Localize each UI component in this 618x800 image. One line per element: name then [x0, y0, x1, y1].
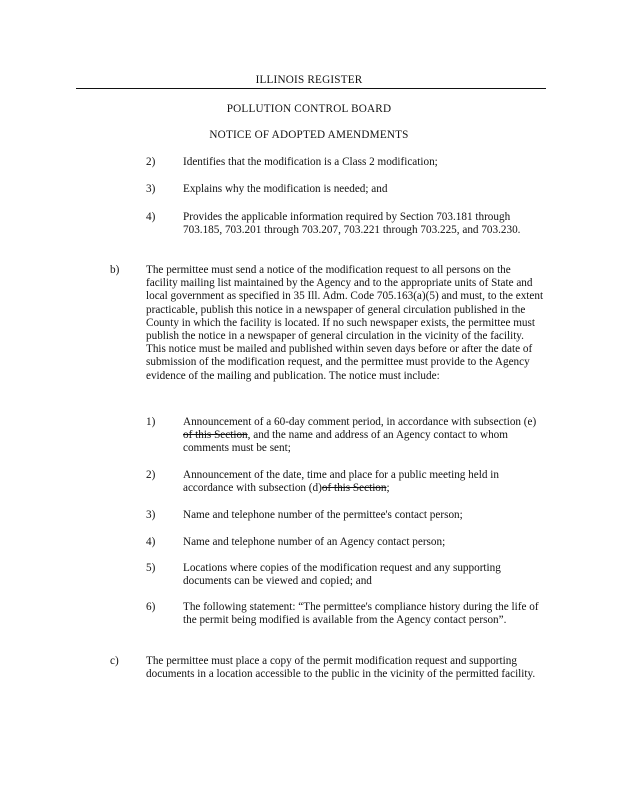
header-rule	[76, 88, 546, 89]
item-text: Locations where copies of the modification request and any supporting documents can be viewed and copied; and	[183, 562, 501, 588]
item-text: The permittee must send a notice of the modification request to all persons on the facility mailing list maintained by the Agency and to the appropriate units of State and local government as specified in 35 Ill. Adm. Code 705.163(a)(5) and must, to the extent practicable, publish this notice in a newspaper of general circulation published in the County in which the facility is located. If no such newspaper exists, the permittee must publish the notice in a newspaper of general circulation in the vicinity of the facility. This notice must be mailed and published within seven days before or after the date of submission of the modification request, and the permittee must provide to the Agency evidence of the mailing and publication. The notice must include:	[146, 264, 544, 382]
item-number: 6)	[146, 601, 156, 613]
text-part: Announcement of the date, time and place for a public meeting held in accordance with subsection (d)	[183, 469, 499, 495]
item-number: 3)	[146, 183, 156, 195]
item-number: 4)	[146, 211, 156, 223]
struck-text: of this Section	[183, 429, 248, 442]
item-letter: b)	[110, 264, 120, 276]
item-text: Name and telephone number of an Agency contact person;	[183, 536, 446, 548]
item-text: Explains why the modification is needed; and	[183, 183, 388, 195]
item-text	[183, 469, 543, 495]
text-part: , and the name and address of an Agency contact to whom comments must be sent;	[183, 429, 508, 455]
item-text	[183, 416, 543, 456]
item-number: 3)	[146, 509, 156, 521]
item-text: The permittee must place a copy of the permit modification request and supporting documents in a location accessible to the public in the vicinity of the permitted facility.	[146, 655, 536, 681]
register-title: ILLINOIS REGISTER	[255, 74, 363, 86]
board-title: POLLUTION CONTROL BOARD	[226, 103, 392, 115]
item-number: 4)	[146, 536, 156, 548]
item-text: Name and telephone number of the permittee's contact person;	[183, 509, 463, 521]
item-number: 5)	[146, 562, 156, 574]
item-text: Provides the applicable information required by Section 703.181 through 703.185, 703.201 through 703.207, 703.221 through 703.225, and 703.230.	[183, 211, 521, 237]
item-number: 1)	[146, 416, 156, 428]
item-letter: c)	[110, 655, 119, 667]
notice-title: NOTICE OF ADOPTED AMENDMENTS	[209, 129, 409, 141]
item-text: The following statement: “The permittee's compliance history during the life of the permit being modified is available from the Agency contact person”.	[183, 601, 539, 627]
item-number: 2)	[146, 469, 156, 481]
text-part: Announcement of a 60-day comment period, in accordance with subsection (e)	[183, 416, 537, 428]
item-number: 2)	[146, 156, 156, 168]
text-part: ;	[386, 482, 390, 495]
struck-text: of this Section	[321, 482, 387, 495]
item-text: Identifies that the modification is a Class 2 modification;	[183, 156, 438, 168]
